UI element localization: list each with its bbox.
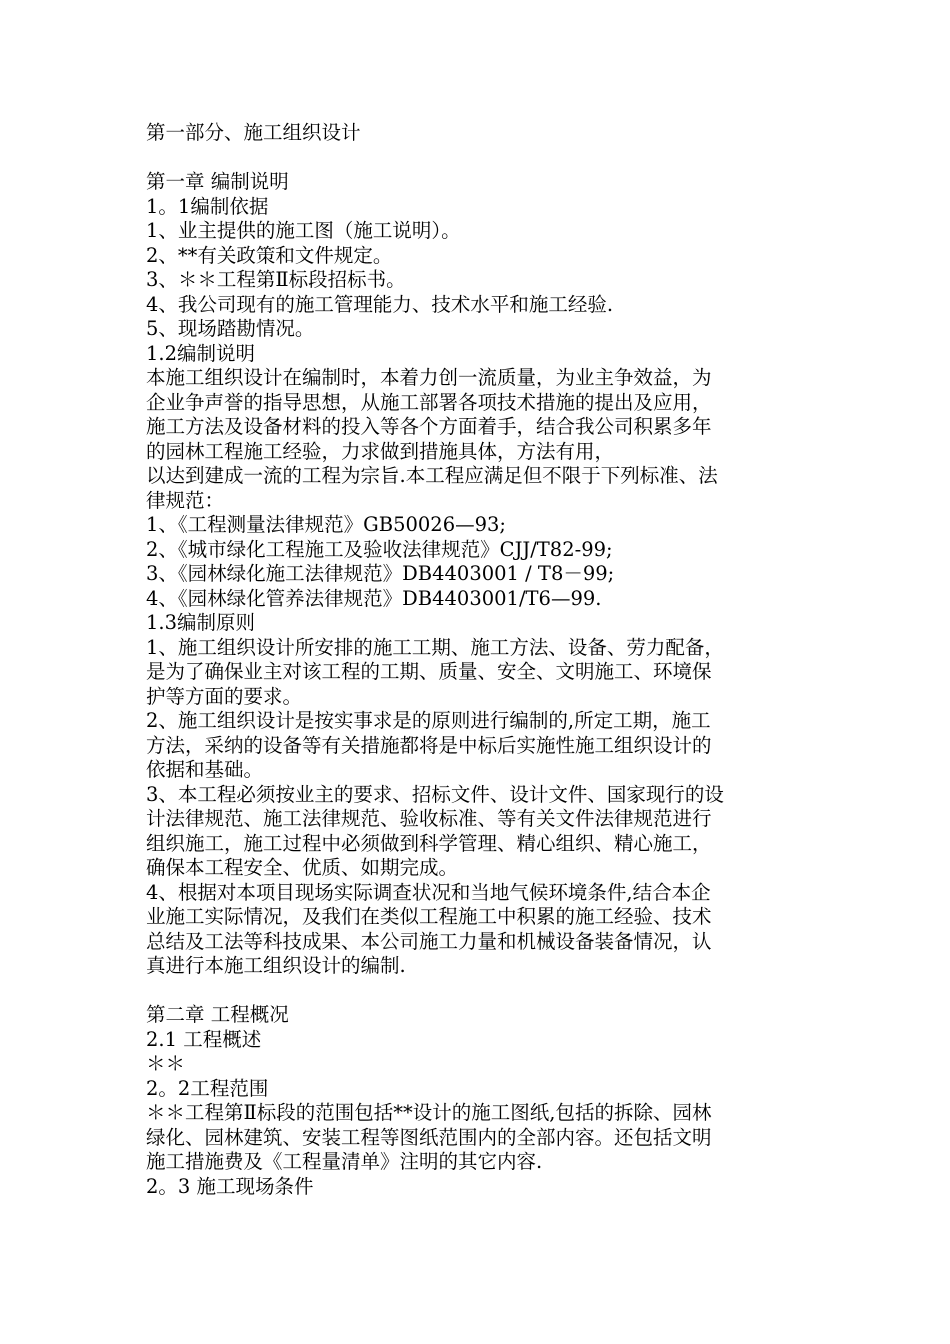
section-2-3-heading: 2。3 施工现场条件 <box>146 1174 314 1198</box>
paragraph-line: 以达到建成一流的工程为宗旨.本工程应满足但不限于下列标准、法 <box>146 464 718 487</box>
section-1-3-heading: 1.3编制原则 <box>146 611 256 634</box>
section-2-1-text: ＊＊ <box>146 1052 186 1075</box>
paragraph-line: 组织施工，施工过程中必须做到科学管理、精心组织、精心施工， <box>146 831 712 855</box>
blank-line <box>146 146 816 171</box>
list-item: 2、**有关政策和文件规定。 <box>146 243 393 267</box>
part-title: 第一部分、施工组织设计 <box>146 121 361 144</box>
section-1-1-heading: 1。1编制依据 <box>146 194 269 218</box>
list-item: 5、现场踏勘情况。 <box>146 317 315 340</box>
paragraph-line: 施工方法及设备材料的投入等各个方面着手，结合我公司积累多年 <box>146 415 712 438</box>
paragraph-line: 律规范： <box>146 488 225 512</box>
paragraph-line: 计法律规范、施工法律规范、验收标准、等有关文件法律规范进行 <box>146 807 712 830</box>
paragraph-line: 依据和基础。 <box>146 758 264 781</box>
paragraph-line: 方法，采纳的设备等有关措施都将是中标后实施性施工组织设计的 <box>146 733 712 757</box>
section-2-2-heading: 2。2工程范围 <box>146 1076 269 1100</box>
list-item: 4、我公司现有的施工管理能力、技术水平和施工经验. <box>146 292 614 316</box>
paragraph-line: 护等方面的要求。 <box>146 684 303 708</box>
standard-item: 4、《园林绿化管养法律规范》DB4403001/T6—99. <box>146 586 602 610</box>
list-item: 3、＊＊工程第Ⅱ标段招标书。 <box>146 268 406 291</box>
paragraph-line: 的园林工程施工经验，力求做到措施具体，方法有用， <box>146 439 615 463</box>
paragraph-line: 施工措施费及《工程量清单》注明的其它内容. <box>146 1150 543 1173</box>
paragraph-line: 本施工组织设计在编制时，本着力创一流质量，为业主争效益，为 <box>146 366 712 389</box>
chapter-1-title: 第一章 编制说明 <box>146 170 289 193</box>
section-1-2-heading: 1.2编制说明 <box>146 341 256 365</box>
section-2-1-heading: 2.1 工程概述 <box>146 1027 262 1051</box>
paragraph-line: 总结及工法等科技成果、本公司施工力量和机械设备装备情况，认 <box>146 929 712 953</box>
list-item: 1、业主提供的施工图（施工说明）。 <box>146 219 461 242</box>
standard-item: 3、《园林绿化施工法律规范》DB4403001 / T8－99; <box>146 562 615 585</box>
blank-line <box>146 979 816 1004</box>
standard-item: 1、《工程测量法律规范》GB50026—93; <box>146 513 506 536</box>
standard-item: 2、《城市绿化工程施工及验收法律规范》CJJ/T82-99; <box>146 537 613 561</box>
paragraph-line: 企业争声誉的指导思想，从施工部署各项技术措施的提出及应用， <box>146 390 712 414</box>
paragraph-line: 3、本工程必须按业主的要求、招标文件、设计文件、国家现行的设 <box>146 782 724 806</box>
paragraph-line: 确保本工程安全、优质、如期完成。 <box>146 856 459 879</box>
paragraph-line: 2、施工组织设计是按实事求是的原则进行编制的,所定工期，施工 <box>146 709 711 732</box>
paragraph-line: 绿化、园林建筑、安装工程等图纸范围内的全部内容。还包括文明 <box>146 1125 712 1149</box>
paragraph-line: 是为了确保业主对该工程的工期、质量、安全、文明施工、环境保 <box>146 660 712 683</box>
paragraph-line: ＊＊工程第Ⅱ标段的范围包括**设计的施工图纸,包括的拆除、园林 <box>146 1101 712 1124</box>
paragraph-line: 真进行本施工组织设计的编制. <box>146 954 406 977</box>
paragraph-line: 1、施工组织设计所安排的施工工期、施工方法、设备、劳力配备， <box>146 635 724 659</box>
document-page <box>146 121 816 1199</box>
chapter-2-title: 第二章 工程概况 <box>146 1003 289 1026</box>
paragraph-line: 业施工实际情况，及我们在类似工程施工中积累的施工经验、技术 <box>146 905 712 928</box>
paragraph-line: 4、根据对本项目现场实际调查状况和当地气候环境条件,结合本企 <box>146 880 711 904</box>
